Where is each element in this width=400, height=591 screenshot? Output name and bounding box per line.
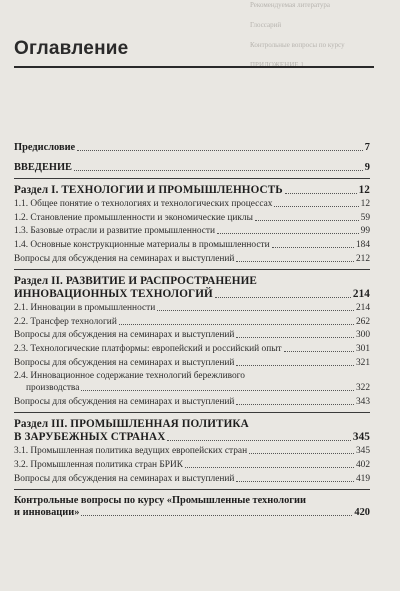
entry-label: ВВЕДЕНИЕ xyxy=(14,161,72,173)
entry-page: 322 xyxy=(355,383,370,394)
toc-entry[interactable] xyxy=(14,225,370,237)
entry-page: 345 xyxy=(355,446,370,457)
dot-leader xyxy=(217,233,359,234)
entry-label: Вопросы для обсуждения на семинарах и выступлений xyxy=(14,357,235,368)
dot-leader xyxy=(167,440,351,441)
dot-leader xyxy=(274,206,358,207)
dot-leader xyxy=(285,193,357,194)
part-title-line2: В ЗАРУБЕЖНЫХ СТРАНАХ xyxy=(14,430,166,443)
section-divider xyxy=(14,178,370,179)
entry-page: 99 xyxy=(360,226,370,237)
toc-entry-intro[interactable] xyxy=(14,162,370,174)
entry-page: 419 xyxy=(355,473,370,484)
dot-leader xyxy=(236,261,354,262)
section-divider xyxy=(14,269,370,270)
part-page: 214 xyxy=(352,287,370,300)
part-title: Раздел I. ТЕХНОЛОГИИ И ПРОМЫШЛЕННОСТЬ xyxy=(14,183,283,196)
entry-page: 214 xyxy=(355,303,370,314)
entry-page: 420 xyxy=(354,506,370,518)
entry-label: Вопросы для обсуждения на семинарах и выступлений xyxy=(14,473,235,484)
entry-page: 184 xyxy=(355,239,370,250)
entry-label-line1: Контрольные вопросы по курсу «Промышленные технологии xyxy=(14,494,306,506)
part-page: 345 xyxy=(352,430,370,443)
entry-page: 212 xyxy=(355,253,370,264)
entry-page: 12 xyxy=(360,199,370,210)
dot-leader xyxy=(236,481,354,482)
toc-entry-control-questions[interactable] xyxy=(14,495,370,519)
entry-page: 321 xyxy=(355,357,370,368)
toc-part-3[interactable] xyxy=(14,418,370,444)
entry-page: 402 xyxy=(355,459,370,470)
dot-leader xyxy=(236,365,354,366)
part-title-line2: ИННОВАЦИОННЫХ ТЕХНОЛОГИЙ xyxy=(14,287,213,300)
entry-page: 301 xyxy=(355,343,370,354)
entry-page: 9 xyxy=(364,161,370,173)
toc-entry[interactable] xyxy=(14,473,370,485)
bleed-line: Рекомендуемая литература xyxy=(250,1,331,9)
toc-entry[interactable] xyxy=(14,253,370,265)
toc-entry[interactable] xyxy=(14,396,370,408)
toc-entry[interactable] xyxy=(14,198,370,210)
dot-leader xyxy=(249,453,354,454)
page-title: Оглавление xyxy=(14,38,129,59)
section-divider xyxy=(14,412,370,413)
dot-leader xyxy=(272,247,354,248)
entry-label: Вопросы для обсуждения на семинарах и выступлений xyxy=(14,330,235,341)
entry-label: 3.2. Промышленная политика стран БРИК xyxy=(14,459,184,470)
dot-leader xyxy=(255,220,359,221)
title-underline xyxy=(14,66,374,68)
dot-leader xyxy=(81,515,352,516)
entry-page: 343 xyxy=(355,396,370,407)
dot-leader xyxy=(157,310,354,311)
entry-label-line1: 2.4. Инновационное содержание технологий бережливого xyxy=(14,371,245,382)
bleed-line: Контрольные вопросы по курсу xyxy=(250,41,345,49)
dot-leader xyxy=(77,150,363,151)
entry-label: 2.2. Трансфер технологий xyxy=(14,316,117,327)
toc-entry[interactable] xyxy=(14,302,370,314)
entry-label: 1.4. Основные конструкционные материалы в промышленности xyxy=(14,239,270,250)
bleed-line: ПРИЛОЖЕНИЕ 1 xyxy=(250,61,304,69)
dot-leader xyxy=(236,404,354,405)
entry-label: 2.3. Технологические платформы: европейский и российский опыт xyxy=(14,343,282,354)
entry-page: 59 xyxy=(360,212,370,223)
toc-entry[interactable] xyxy=(14,316,370,328)
toc-entry[interactable] xyxy=(14,329,370,341)
toc-entry[interactable] xyxy=(14,343,370,355)
dot-leader xyxy=(74,170,363,171)
dot-leader xyxy=(119,324,354,325)
bleed-line: Глоссарий xyxy=(250,21,282,29)
toc-part-2[interactable] xyxy=(14,275,370,301)
toc-entry[interactable] xyxy=(14,212,370,224)
entry-label: 1.2. Становление промышленности и экономические циклы xyxy=(14,212,253,223)
dot-leader xyxy=(81,390,354,391)
toc-part-1[interactable] xyxy=(14,184,370,197)
entry-label: 1.3. Базовые отрасли и развитие промышленности xyxy=(14,226,216,237)
show-through-text xyxy=(250,0,400,150)
table-of-contents xyxy=(14,142,370,520)
toc-entry[interactable] xyxy=(14,459,370,471)
toc-entry-preface[interactable] xyxy=(14,142,370,154)
entry-label-line2: и инновации» xyxy=(14,506,80,518)
section-divider xyxy=(14,489,370,490)
entry-label-line2: производства xyxy=(26,383,80,394)
part-page: 12 xyxy=(358,183,370,196)
dot-leader xyxy=(284,351,354,352)
toc-entry[interactable] xyxy=(14,239,370,251)
entry-label: Вопросы для обсуждения на семинарах и выступлений xyxy=(14,253,235,264)
entry-label: Предисловие xyxy=(14,142,76,153)
toc-entry-multiline[interactable] xyxy=(14,370,370,394)
toc-entry[interactable] xyxy=(14,357,370,369)
dot-leader xyxy=(185,467,354,468)
entry-label: 3.1. Промышленная политика ведущих европейских стран xyxy=(14,446,248,457)
entry-page: 300 xyxy=(355,330,370,341)
entry-label: 2.1. Инновации в промышленности xyxy=(14,303,156,314)
part-title-line1: Раздел III. ПРОМЫШЛЕННАЯ ПОЛИТИКА xyxy=(14,417,249,430)
entry-label: 1.1. Общее понятие о технологиях и технологических процессах xyxy=(14,199,273,210)
toc-entry[interactable] xyxy=(14,445,370,457)
part-title-line1: Раздел II. РАЗВИТИЕ И РАСПРОСТРАНЕНИЕ xyxy=(14,274,257,287)
dot-leader xyxy=(215,297,351,298)
entry-page: 262 xyxy=(355,316,370,327)
entry-page: 7 xyxy=(364,142,370,153)
entry-label: Вопросы для обсуждения на семинарах и выступлений xyxy=(14,396,235,407)
dot-leader xyxy=(236,337,354,338)
